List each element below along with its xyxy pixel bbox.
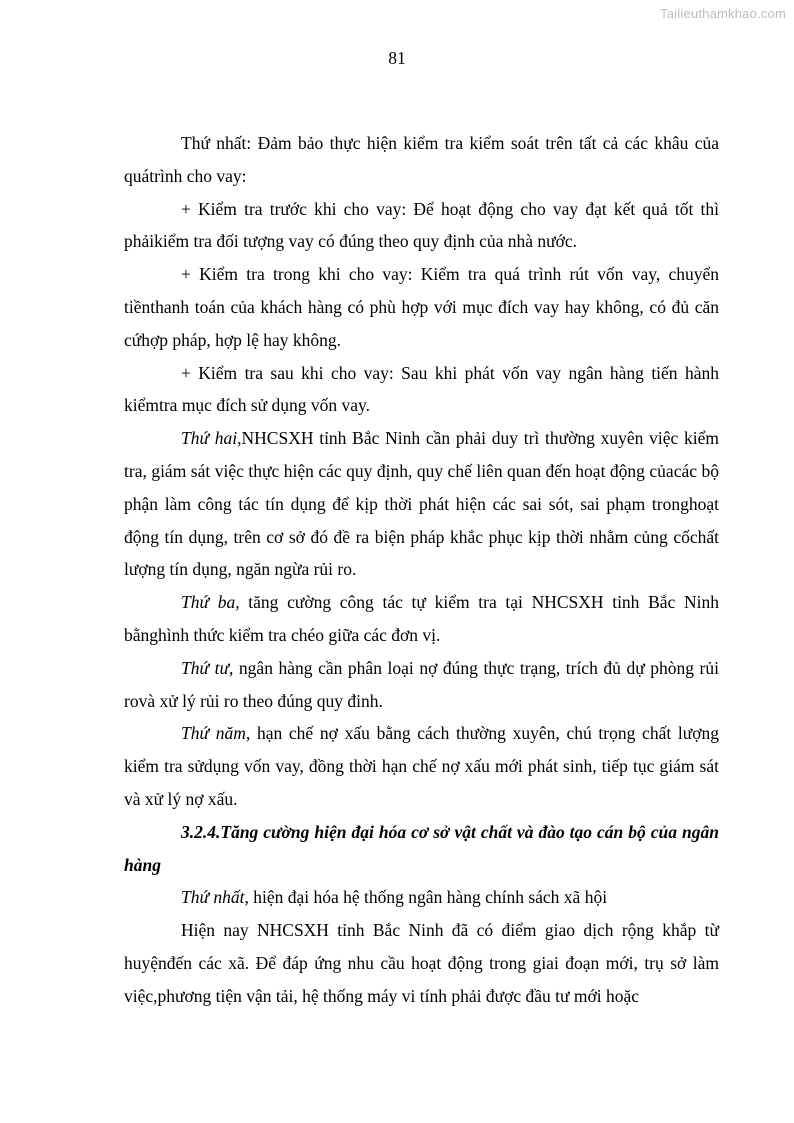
text-fourth: ngân hàng cần phân loại nợ đúng thực trạng, trích đủ dự phòng rủi rovà xử lý rủi ro theo đúng quy đinh. xyxy=(124,657,719,711)
paragraph-modernization xyxy=(124,881,719,914)
document-body xyxy=(124,127,719,1013)
watermark: Tailieuthamkhao.com xyxy=(660,6,786,21)
lead-modernization: Thứ nhất xyxy=(181,887,245,908)
text-second: NHCSXH tỉnh Bắc Ninh cần phải duy trì thường xuyên việc kiểm tra, giám sát việc thực hiện các quy định, quy chế liên quan đến hoạt động củacác bộ phận làm công tác tín dụng để kịp thời phát hiện các sai sót, sai phạm tronghoạt động tín dụng, trên cơ sở đó đề ra biện pháp khắc phục kịp thời nhằm củng cốchất lượng tín dụng, ngăn ngừa rủi ro. xyxy=(124,428,719,580)
text-modernization: , hiện đại hóa hệ thống ngân hàng chính sách xã hội xyxy=(244,887,608,908)
paragraph-third-point xyxy=(124,586,719,652)
lead-fourth: Thứ tư, xyxy=(181,657,234,678)
lead-second: Thứ hai, xyxy=(181,428,242,449)
paragraph-fourth-point xyxy=(124,652,719,718)
paragraph-current-status: Hiện nay NHCSXH tỉnh Bắc Ninh đã có điểm giao dịch rộng khắp từ huyệnđến các xã. Để đáp ứng nhu cầu hoạt động trong giai đoạn mới, trụ sở làm việc,phương tiện vận tải, hệ thống máy vi tính phải được đầu tư mới hoặc xyxy=(124,920,719,1006)
section-heading: 3.2.4.Tăng cường hiện đại hóa cơ sở vật chất và đào tạo cán bộ của ngân hàng xyxy=(124,821,719,875)
text-third: tăng cường công tác tự kiểm tra tại NHCSXH tỉnh Bắc Ninh bằnghình thức kiểm tra chéo giữa các đơn vị. xyxy=(124,592,719,645)
paragraph-check-after: + Kiểm tra sau khi cho vay: Sau khi phát vốn vay ngân hàng tiến hành kiểmtra mục đích sử dụng vốn vay. xyxy=(124,362,719,416)
page-number: 81 xyxy=(388,48,406,68)
paragraph-first-point: Thứ nhất: Đảm bảo thực hiện kiểm tra kiểm soát trên tất cả các khâu của quátrình cho vay: xyxy=(124,133,719,186)
paragraph-second-point xyxy=(124,422,719,586)
text-fifth: hạn chế nợ xấu bằng cách thường xuyên, chú trọng chất lượng kiểm tra sửdụng vốn vay, đồng thời hạn chế nợ xấu mới phát sinh, tiếp tục giám sát và xử lý nợ xấu. xyxy=(124,723,719,809)
paragraph-check-before: + Kiểm tra trước khi cho vay: Để hoạt động cho vay đạt kết quả tốt thì phảikiểm tra đối tượng vay có đúng theo quy định của nhà nước. xyxy=(124,198,719,252)
paragraph-fifth-point xyxy=(124,717,719,815)
lead-third: Thứ ba, xyxy=(181,592,240,613)
lead-fifth: Thứ năm, xyxy=(181,723,251,744)
paragraph-check-during: + Kiểm tra trong khi cho vay: Kiểm tra quá trình rút vốn vay, chuyển tiềnthanh toán của khách hàng có phù hợp với mục đích vay hay không, có đủ căn cứhợp pháp, hợp lệ hay không. xyxy=(124,264,719,350)
